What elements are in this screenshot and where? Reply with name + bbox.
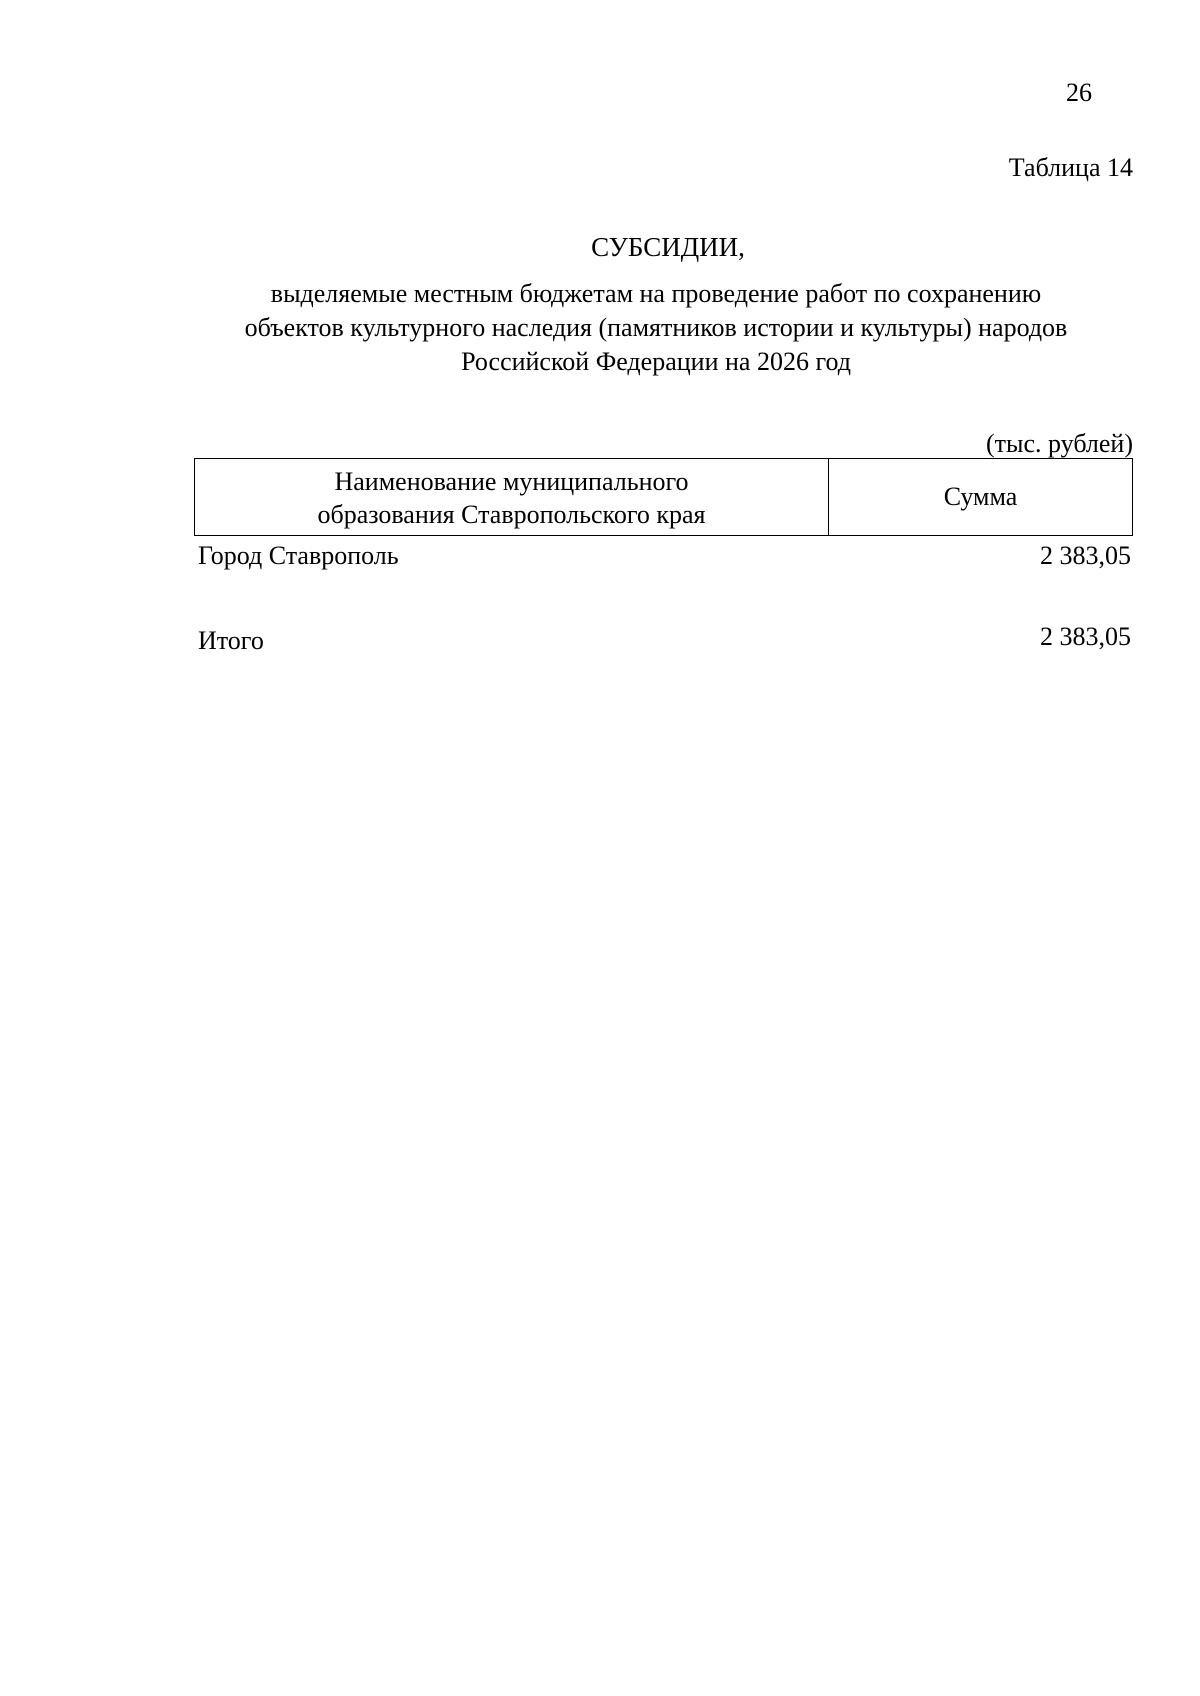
municipality-name: Город Ставрополь [198,541,399,570]
subtitle-line: Российской Федерации на 2026 год [461,347,851,376]
municipality-amount: 2 383,05 [1040,541,1131,570]
page-number: 26 [1066,78,1092,107]
column-header-name-line: Наименование муниципального [334,467,689,496]
column-header-name [195,459,829,535]
subtitle-line: объектов культурного наследия (памятников истории и культуры) народов [244,313,1068,342]
total-amount: 2 383,05 [1040,622,1131,651]
table-header [194,458,1133,536]
document-title: СУБСИДИИ, [591,232,745,262]
column-header-sum: Сумма [943,482,1018,511]
total-label: Итого [198,626,264,655]
units-label: (тыс. рублей) [985,429,1133,458]
document-subtitle [180,277,1132,379]
column-header-name-line: образования Ставропольского края [317,500,706,529]
subtitle-line: выделяемые местным бюджетам на проведение работ по сохранению [270,279,1042,308]
table-label: Таблица 14 [1008,153,1133,182]
